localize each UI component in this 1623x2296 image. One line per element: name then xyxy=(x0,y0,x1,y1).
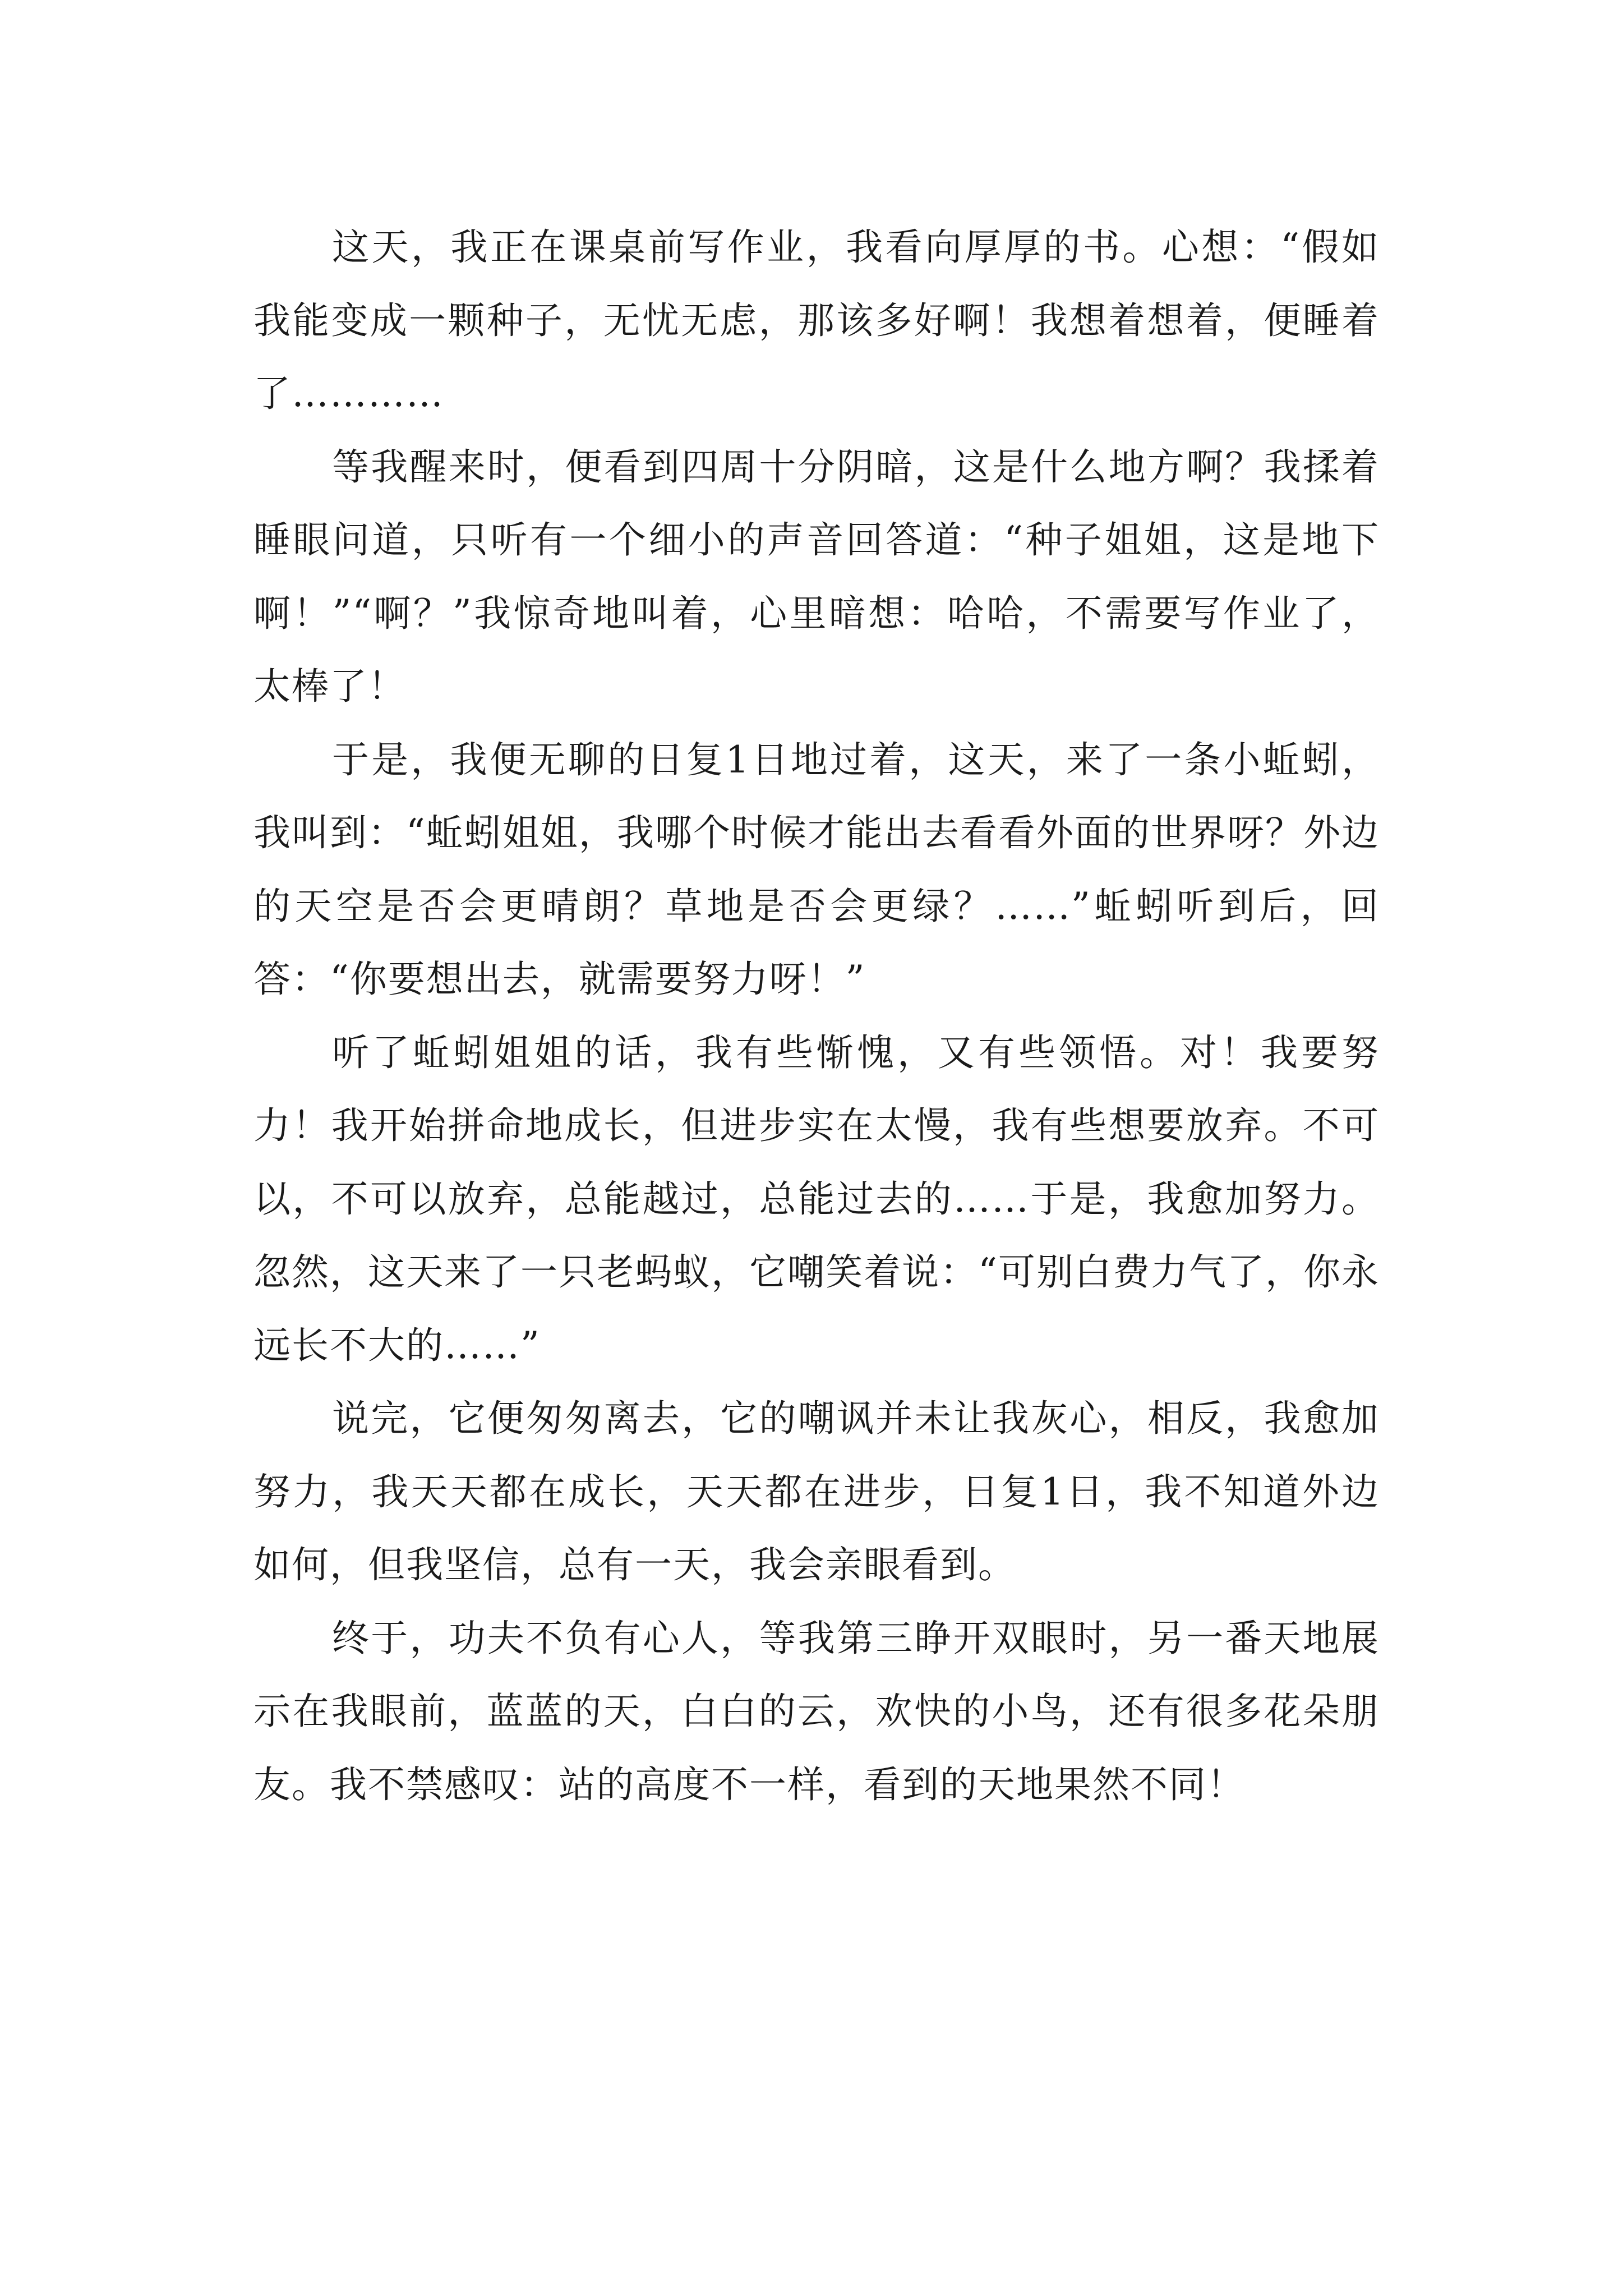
paragraph-2: 等我醒来时，便看到四周十分阴暗，这是什么地方啊？我揉着睡眼问道，只听有一个细小的声音回答道：“种子姐姐，这是地下啊！”“啊？”我惊奇地叫着，心里暗想：哈哈，不需要写作业了，太棒了！ xyxy=(253,445,1380,708)
paragraph-5: 说完，它便匆匆离去，它的嘲讽并未让我灰心，相反，我愈加努力，我天天都在成长，天天都在进步，日复1日，我不知道外边如何，但我坚信，总有一天，我会亲眼看到。 xyxy=(253,1397,1380,1586)
document-body xyxy=(253,211,1380,1821)
paragraph-6: 终于，功夫不负有心人，等我第三睁开双眼时，另一番天地展示在我眼前，蓝蓝的天，白白的云，欢快的小鸟，还有很多花朵朋友。我不禁感叹：站的高度不一样，看到的天地果然不同！ xyxy=(253,1616,1380,1806)
paragraph-1: 这天，我正在课桌前写作业，我看向厚厚的书。心想：“假如我能变成一颗种子，无忧无虑，那该多好啊！我想着想着，便睡着了………… xyxy=(253,226,1380,415)
paragraph-4: 听了蚯蚓姐姐的话，我有些惭愧，又有些领悟。对！我要努力！我开始拼命地成长，但进步实在太慢，我有些想要放弃。不可以，不可以放弃，总能越过，总能过去的……于是，我愈加努力。忽然，这天来了一只老蚂蚁，它嘲笑着说：“可别白费力气了，你永远长不大的……” xyxy=(253,1030,1380,1367)
paragraph-3: 于是，我便无聊的日复1日地过着，这天，来了一条小蚯蚓，我叫到：“蚯蚓姐姐，我哪个时候才能出去看看外面的世界呀？外边的天空是否会更晴朗？草地是否会更绿？……”蚯蚓听到后，回答：“你要想出去，就需要努力呀！” xyxy=(253,738,1380,1001)
